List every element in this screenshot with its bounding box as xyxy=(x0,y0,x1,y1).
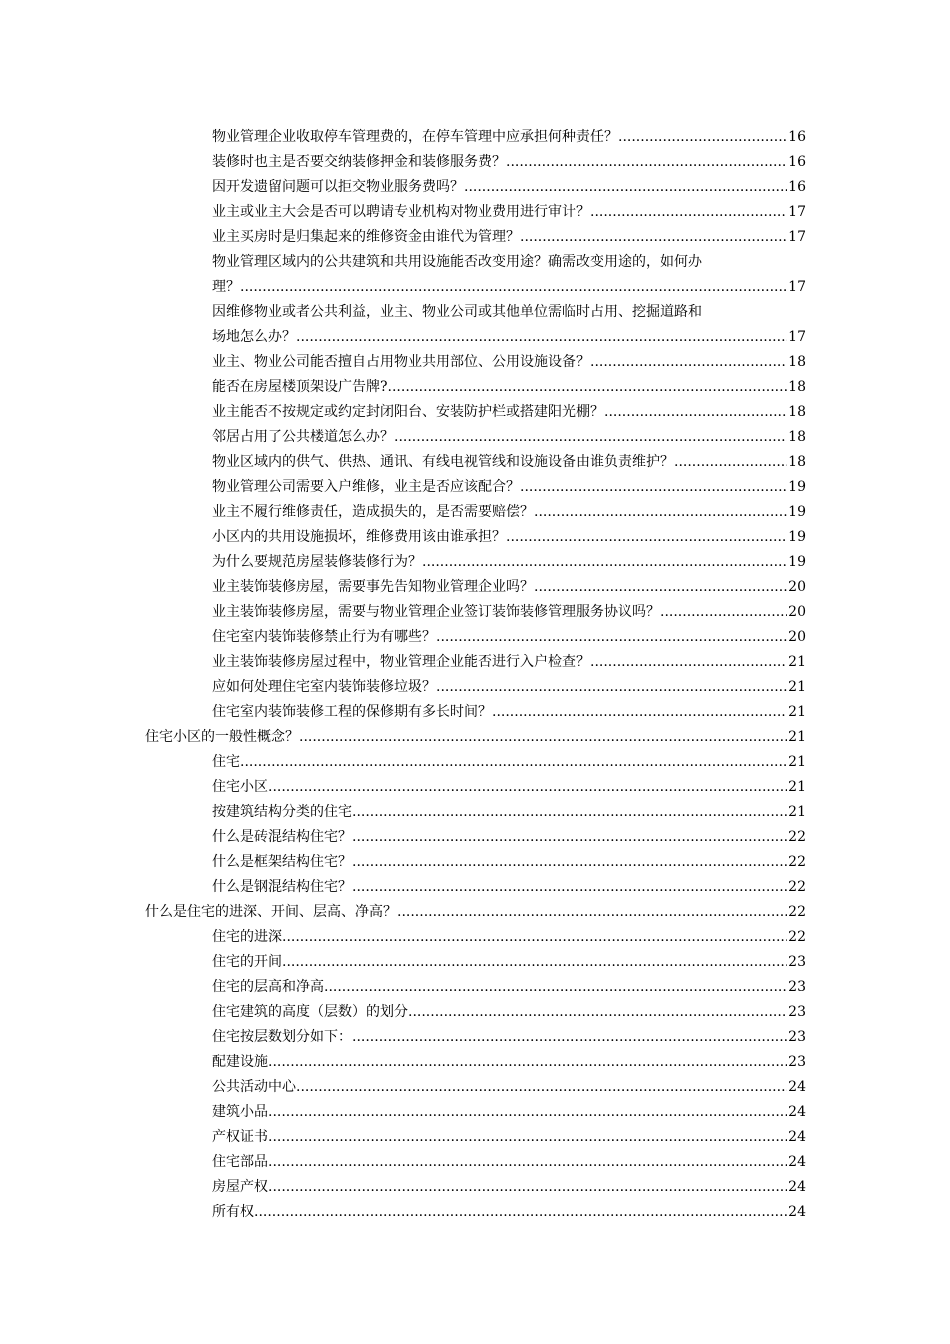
toc-page-number: 24 xyxy=(788,1179,806,1195)
toc-entry[interactable] xyxy=(212,225,806,250)
toc-entry-line xyxy=(212,275,806,300)
toc-entry-title: 住宅按层数划分如下： xyxy=(212,1029,352,1045)
toc-entry-line xyxy=(212,175,806,200)
toc-entry-line xyxy=(212,1150,806,1175)
toc-page-number: 21 xyxy=(788,654,806,670)
toc-entry-line xyxy=(212,600,806,625)
toc-entry-line xyxy=(212,875,806,900)
toc-page-number: 16 xyxy=(788,129,806,145)
toc-dot-leader xyxy=(299,725,787,750)
toc-entry[interactable] xyxy=(212,800,806,825)
toc-dot-leader xyxy=(388,375,788,400)
toc-page-number: 23 xyxy=(788,954,806,970)
toc-page-number: 17 xyxy=(788,329,806,345)
toc-page-number: 21 xyxy=(788,729,806,745)
toc-page-number: 21 xyxy=(788,804,806,820)
toc-page-number: 16 xyxy=(788,154,806,170)
toc-dot-leader xyxy=(268,1125,787,1150)
toc-entry-line xyxy=(212,1050,806,1075)
toc-page-number: 24 xyxy=(788,1129,806,1145)
toc-entry[interactable] xyxy=(212,825,806,850)
toc-entry-title: 物业管理企业收取停车管理费的，在停车管理中应承担何种责任？ xyxy=(212,129,618,145)
toc-entry[interactable] xyxy=(212,675,806,700)
toc-dot-leader xyxy=(268,775,787,800)
toc-entry-line xyxy=(212,1025,806,1050)
toc-entry-title-continuation: 理？ xyxy=(212,279,240,295)
toc-entry-title: 住宅部品 xyxy=(212,1154,268,1170)
toc-entry-title: 所有权 xyxy=(212,1204,254,1220)
toc-entry-line xyxy=(212,400,806,425)
toc-dot-leader xyxy=(352,875,787,900)
toc-page-number: 16 xyxy=(788,179,806,195)
toc-entry-title: 邻居占用了公共楼道怎么办？ xyxy=(212,429,394,445)
toc-entry[interactable] xyxy=(212,500,806,525)
toc-page-number: 23 xyxy=(788,1054,806,1070)
toc-entry-title: 公共活动中心 xyxy=(212,1079,296,1095)
toc-entry-title: 因开发遗留问题可以拒交物业服务费吗？ xyxy=(212,179,464,195)
toc-dot-leader xyxy=(268,1150,787,1175)
toc-page-number: 18 xyxy=(788,404,806,420)
toc-entry-line xyxy=(212,150,806,175)
toc-entry-line xyxy=(212,125,806,150)
toc-entry-line xyxy=(212,575,806,600)
toc-page-number: 24 xyxy=(788,1154,806,1170)
toc-page-number: 17 xyxy=(788,279,806,295)
toc-entry-title: 住宅小区 xyxy=(212,779,268,795)
toc-dot-leader xyxy=(590,200,787,225)
toc-page-number: 17 xyxy=(788,204,806,220)
toc-dot-leader xyxy=(492,700,787,725)
toc-dot-leader xyxy=(618,125,787,150)
toc-entry[interactable] xyxy=(212,700,806,725)
toc-entry-title: 住宅室内装饰装修禁止行为有哪些？ xyxy=(212,629,436,645)
toc-entry[interactable] xyxy=(212,475,806,500)
toc-entry-title: 为什么要规范房屋装修装修行为？ xyxy=(212,554,422,570)
toc-entry-title: 小区内的共用设施损坏，维修费用该由谁承担？ xyxy=(212,529,506,545)
toc-entry-title: 按建筑结构分类的住宅 xyxy=(212,804,352,820)
toc-entry-title: 住宅的进深 xyxy=(212,929,282,945)
toc-dot-leader xyxy=(506,150,787,175)
toc-dot-leader xyxy=(506,525,787,550)
toc-dot-leader xyxy=(590,650,787,675)
toc-dot-leader xyxy=(296,1075,787,1100)
toc-entry[interactable] xyxy=(212,425,806,450)
toc-entry[interactable] xyxy=(212,525,806,550)
toc-entry-line xyxy=(212,775,806,800)
toc-dot-leader xyxy=(240,750,787,775)
toc-entry-line xyxy=(212,925,806,950)
toc-entry-line xyxy=(212,750,806,775)
toc-entry[interactable] xyxy=(212,400,806,425)
toc-entry-line xyxy=(212,425,806,450)
toc-entry[interactable] xyxy=(212,1125,806,1150)
toc-entry-line xyxy=(212,1125,806,1150)
toc-page-number: 22 xyxy=(788,829,806,845)
toc-dot-leader xyxy=(520,475,787,500)
toc-entry[interactable] xyxy=(145,900,806,925)
toc-entry-line xyxy=(212,550,806,575)
toc-entry-title: 住宅室内装饰装修工程的保修期有多长时间？ xyxy=(212,704,492,720)
toc-dot-leader xyxy=(590,350,787,375)
toc-page-number: 22 xyxy=(788,854,806,870)
toc-entry-line xyxy=(212,1175,806,1200)
toc-page-number: 18 xyxy=(788,429,806,445)
toc-entry-title: 装修时也主是否要交纳装修押金和装修服务费？ xyxy=(212,154,506,170)
toc-dot-leader xyxy=(324,975,787,1000)
toc-entry-line xyxy=(212,1000,806,1025)
toc-entry[interactable] xyxy=(212,950,806,975)
toc-entry-line xyxy=(212,1100,806,1125)
toc-page-number: 23 xyxy=(788,1004,806,1020)
toc-entry[interactable] xyxy=(212,1000,806,1025)
toc-entry[interactable] xyxy=(212,1100,806,1125)
toc-page-number: 17 xyxy=(788,229,806,245)
toc-dot-leader xyxy=(254,1200,787,1225)
toc-dot-leader xyxy=(352,800,787,825)
toc-entry-title: 应如何处理住宅室内装饰装修垃圾？ xyxy=(212,679,436,695)
toc-entry-title: 住宅 xyxy=(212,754,240,770)
toc-entry[interactable] xyxy=(212,1025,806,1050)
toc-page-number: 19 xyxy=(788,554,806,570)
toc-entry-title: 业主装饰装修房屋，需要与物业管理企业签订装饰装修管理服务协议吗？ xyxy=(212,604,660,620)
toc-entry-line xyxy=(212,700,806,725)
toc-entry[interactable] xyxy=(212,925,806,950)
toc-entry-line xyxy=(212,225,806,250)
toc-entry-title: 业主能否不按规定或约定封闭阳台、安装防护栏或搭建阳光棚？ xyxy=(212,404,604,420)
toc-page-number: 19 xyxy=(788,479,806,495)
toc-entry-line xyxy=(145,725,806,750)
toc-entry-line xyxy=(212,350,806,375)
toc-dot-leader xyxy=(604,400,787,425)
toc-entry-title: 房屋产权 xyxy=(212,1179,268,1195)
toc-dot-leader xyxy=(394,425,787,450)
toc-entry-line xyxy=(212,1075,806,1100)
toc-entry-line xyxy=(212,375,806,400)
toc-dot-leader xyxy=(352,850,787,875)
toc-entry-line xyxy=(212,950,806,975)
toc-entry-title: 能否在房屋楼顶架设广告牌? xyxy=(212,379,388,395)
toc-entry[interactable] xyxy=(212,350,806,375)
toc-entry-title: 物业区域内的供气、供热、通讯、有线电视管线和设施设备由谁负责维护？ xyxy=(212,454,674,470)
toc-page-number: 22 xyxy=(788,929,806,945)
toc-entry[interactable] xyxy=(212,1050,806,1075)
toc-entry-title: 建筑小品 xyxy=(212,1104,268,1120)
toc-page-number: 20 xyxy=(788,579,806,595)
toc-entry-line xyxy=(212,525,806,550)
toc-page-number: 21 xyxy=(788,779,806,795)
toc-entry[interactable] xyxy=(212,625,806,650)
toc-entry-line xyxy=(212,325,806,350)
toc-entry-title: 物业管理公司需要入户维修，业主是否应该配合？ xyxy=(212,479,520,495)
toc-entry-title: 业主装饰装修房屋过程中，物业管理企业能否进行入户检查？ xyxy=(212,654,590,670)
toc-page-number: 19 xyxy=(788,504,806,520)
toc-entry[interactable] xyxy=(212,375,806,400)
toc-entry-title: 业主或业主大会是否可以聘请专业机构对物业费用进行审计？ xyxy=(212,204,590,220)
toc-dot-leader xyxy=(436,675,787,700)
toc-dot-leader xyxy=(464,175,787,200)
toc-entry-title: 因维修物业或者公共利益，业主、物业公司或其他单位需临时占用、挖掘道路和 xyxy=(212,304,702,320)
toc-entry[interactable] xyxy=(212,775,806,800)
toc-entry-line xyxy=(212,825,806,850)
toc-entry[interactable] xyxy=(212,850,806,875)
toc-dot-leader xyxy=(268,1050,787,1075)
toc-page-number: 20 xyxy=(788,604,806,620)
toc-entry-title: 什么是钢混结构住宅？ xyxy=(212,879,352,895)
toc-dot-leader xyxy=(520,225,787,250)
toc-entry[interactable] xyxy=(212,600,806,625)
toc-entry[interactable] xyxy=(212,250,806,300)
toc-entry-line xyxy=(212,675,806,700)
toc-entry-title: 产权证书 xyxy=(212,1129,268,1145)
toc-dot-leader xyxy=(422,550,787,575)
toc-page-number: 18 xyxy=(788,354,806,370)
toc-entry-line xyxy=(212,650,806,675)
toc-dot-leader xyxy=(408,1000,787,1025)
toc-dot-leader xyxy=(660,600,787,625)
toc-page-number: 23 xyxy=(788,1029,806,1045)
toc-entry[interactable] xyxy=(212,750,806,775)
toc-entry[interactable] xyxy=(212,125,806,150)
toc-entry-line xyxy=(212,625,806,650)
toc-dot-leader xyxy=(282,925,787,950)
toc-page-number: 24 xyxy=(788,1104,806,1120)
toc-entry-title: 什么是砖混结构住宅？ xyxy=(212,829,352,845)
toc-entry-line xyxy=(212,200,806,225)
toc-dot-leader xyxy=(352,1025,787,1050)
toc-entry-title: 什么是住宅的进深、开间、层高、净高？ xyxy=(145,904,397,920)
toc-entry[interactable] xyxy=(212,1200,806,1225)
toc-entry-title: 物业管理区域内的公共建筑和共用设施能否改变用途？确需改变用途的，如何办 xyxy=(212,254,702,270)
toc-dot-leader xyxy=(296,325,787,350)
toc-entry-title: 住宅小区的一般性概念？ xyxy=(145,729,299,745)
toc-entry[interactable] xyxy=(212,450,806,475)
toc-dot-leader xyxy=(268,1175,787,1200)
toc-page-number: 21 xyxy=(788,704,806,720)
toc-entry-title: 业主装饰装修房屋，需要事先告知物业管理企业吗？ xyxy=(212,579,534,595)
toc-entry[interactable] xyxy=(212,1175,806,1200)
toc-entry-title: 配建设施 xyxy=(212,1054,268,1070)
toc-entry-line xyxy=(212,1200,806,1225)
toc-entry-title: 住宅建筑的高度（层数）的划分 xyxy=(212,1004,408,1020)
toc-dot-leader xyxy=(268,1100,787,1125)
toc-entry[interactable] xyxy=(212,200,806,225)
toc-dot-leader xyxy=(282,950,787,975)
toc-page-number: 23 xyxy=(788,979,806,995)
toc-entry-title: 住宅的层高和净高 xyxy=(212,979,324,995)
toc-entry[interactable] xyxy=(212,575,806,600)
toc-entry[interactable] xyxy=(212,1075,806,1100)
toc-entry[interactable] xyxy=(212,1150,806,1175)
toc-page-number: 24 xyxy=(788,1079,806,1095)
toc-dot-leader xyxy=(534,575,787,600)
toc-page-number: 18 xyxy=(788,454,806,470)
toc-page-number: 22 xyxy=(788,879,806,895)
toc-entry[interactable] xyxy=(212,300,806,350)
toc-entry-line xyxy=(212,450,806,475)
toc-dot-leader xyxy=(436,625,787,650)
toc-entry-line xyxy=(212,800,806,825)
toc-entry-title-continuation: 场地怎么办？ xyxy=(212,329,296,345)
toc-dot-leader xyxy=(352,825,787,850)
toc-entry[interactable] xyxy=(212,975,806,1000)
toc-entry[interactable] xyxy=(212,550,806,575)
toc-page-number: 21 xyxy=(788,754,806,770)
toc-dot-leader xyxy=(674,450,787,475)
toc-entry[interactable] xyxy=(145,725,806,750)
toc-entry[interactable] xyxy=(212,175,806,200)
table-of-contents xyxy=(0,125,950,1225)
toc-entry-line xyxy=(212,975,806,1000)
toc-entry-title: 业主不履行维修责任，造成损失的，是否需要赔偿？ xyxy=(212,504,534,520)
toc-page-number: 22 xyxy=(788,904,806,920)
toc-entry[interactable] xyxy=(212,150,806,175)
toc-entry-title: 住宅的开间 xyxy=(212,954,282,970)
toc-entry-line xyxy=(212,475,806,500)
toc-page-number: 21 xyxy=(788,679,806,695)
toc-dot-leader xyxy=(240,275,787,300)
toc-page-number: 24 xyxy=(788,1204,806,1220)
toc-entry[interactable] xyxy=(212,650,806,675)
toc-entry-title: 业主、物业公司能否擅自占用物业共用部位、公用设施设备？ xyxy=(212,354,590,370)
toc-page-number: 19 xyxy=(788,529,806,545)
toc-entry[interactable] xyxy=(212,875,806,900)
toc-entry-title: 业主买房时是归集起来的维修资金由谁代为管理？ xyxy=(212,229,520,245)
toc-page-number: 18 xyxy=(788,379,806,395)
toc-entry-line xyxy=(145,900,806,925)
toc-entry-title: 什么是框架结构住宅？ xyxy=(212,854,352,870)
toc-entry-line xyxy=(212,500,806,525)
toc-dot-leader xyxy=(534,500,787,525)
toc-dot-leader xyxy=(397,900,787,925)
toc-entry-line xyxy=(212,850,806,875)
toc-page-number: 20 xyxy=(788,629,806,645)
